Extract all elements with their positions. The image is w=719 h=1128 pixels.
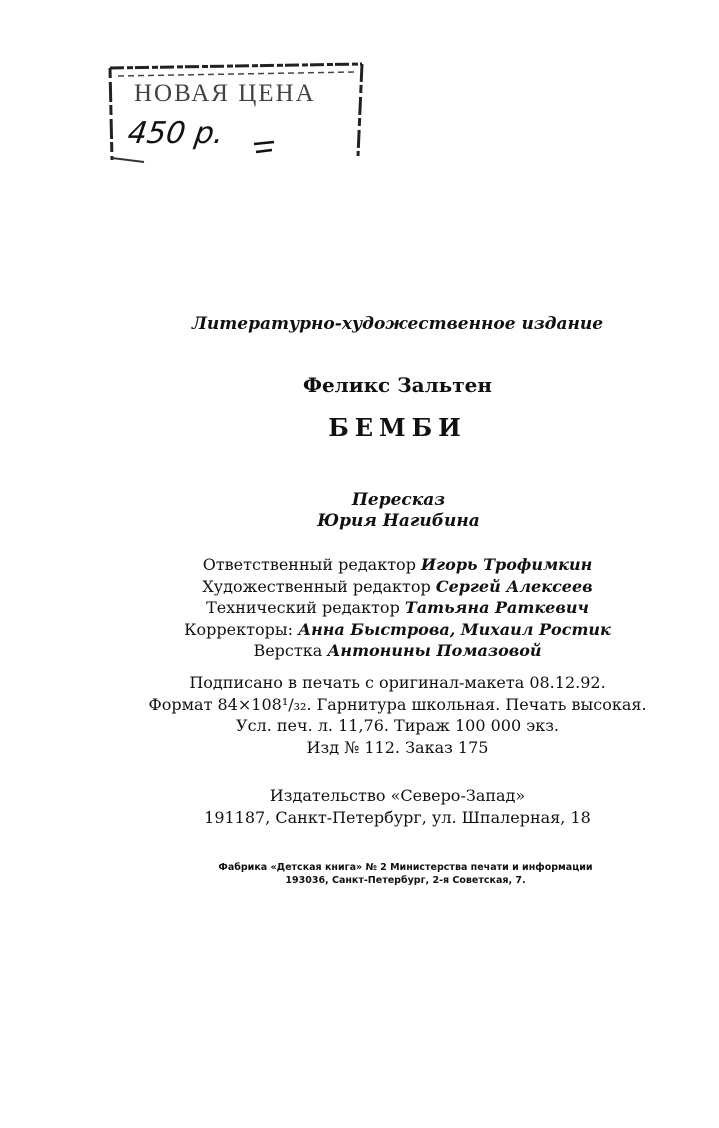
- format-line: Формат 84×108¹/₃₂. Гарнитура школьная. Печать высокая.: [148, 694, 647, 714]
- credit-role: Верстка: [253, 641, 323, 660]
- credit-name: Сергей Алексеев: [435, 576, 593, 596]
- credit-name: Татьяна Раткевич: [404, 598, 589, 617]
- publisher-name: Издательство «Северо-Запад»: [269, 786, 526, 805]
- credit-name: Антонины Помазовой: [327, 641, 542, 660]
- credit-name: Игорь Трофимкин: [421, 555, 593, 574]
- order-line: Изд № 112. Заказ 175: [306, 737, 489, 757]
- retelling-label: Пересказ: [351, 490, 446, 510]
- author-name: Феликс Зальтен: [302, 373, 493, 397]
- stamp-price: 450 р.: [125, 116, 226, 151]
- credit-row: [76, 619, 719, 641]
- credit-row: [76, 576, 719, 598]
- credit-row: [76, 597, 719, 619]
- credit-role: Корректоры:: [184, 619, 293, 639]
- credit-name: Анна Быстрова, Михаил Ростик: [298, 619, 611, 639]
- credit-role: Технический редактор: [206, 598, 400, 617]
- stamp-border: [104, 58, 366, 170]
- publisher-block: [0, 785, 719, 829]
- reteller-name: Юрия Нагибина: [317, 511, 480, 531]
- stamp-title: НОВАЯ ЦЕНА: [134, 80, 316, 107]
- credit-role: Художественный редактор: [202, 576, 431, 596]
- series-label: Литературно-художественное издание: [191, 314, 604, 334]
- book-title: БЕМБИ: [328, 413, 467, 442]
- credit-row: [76, 640, 719, 662]
- credit-row: [76, 554, 719, 576]
- credits-block: [0, 554, 719, 662]
- factory-block: [0, 861, 719, 887]
- publisher-address: 191187, Санкт-Петербург, ул. Шпалерная, 18: [204, 808, 591, 827]
- credit-role: Ответственный редактор: [202, 555, 416, 574]
- sheets-line: Усл. печ. л. 11,76. Тираж 100 000 экз.: [236, 716, 559, 735]
- signed-line: Подписано в печать с оригинал-макета 08.12.92.: [189, 673, 606, 692]
- price-stamp: [104, 58, 366, 170]
- printing-details: [0, 672, 719, 758]
- factory-line-1: Фабрика «Детская книга» № 2 Министерства печати и информации: [218, 862, 593, 873]
- factory-line-2: 193036, Санкт-Петербург, 2-я Советская, 7.: [285, 875, 526, 886]
